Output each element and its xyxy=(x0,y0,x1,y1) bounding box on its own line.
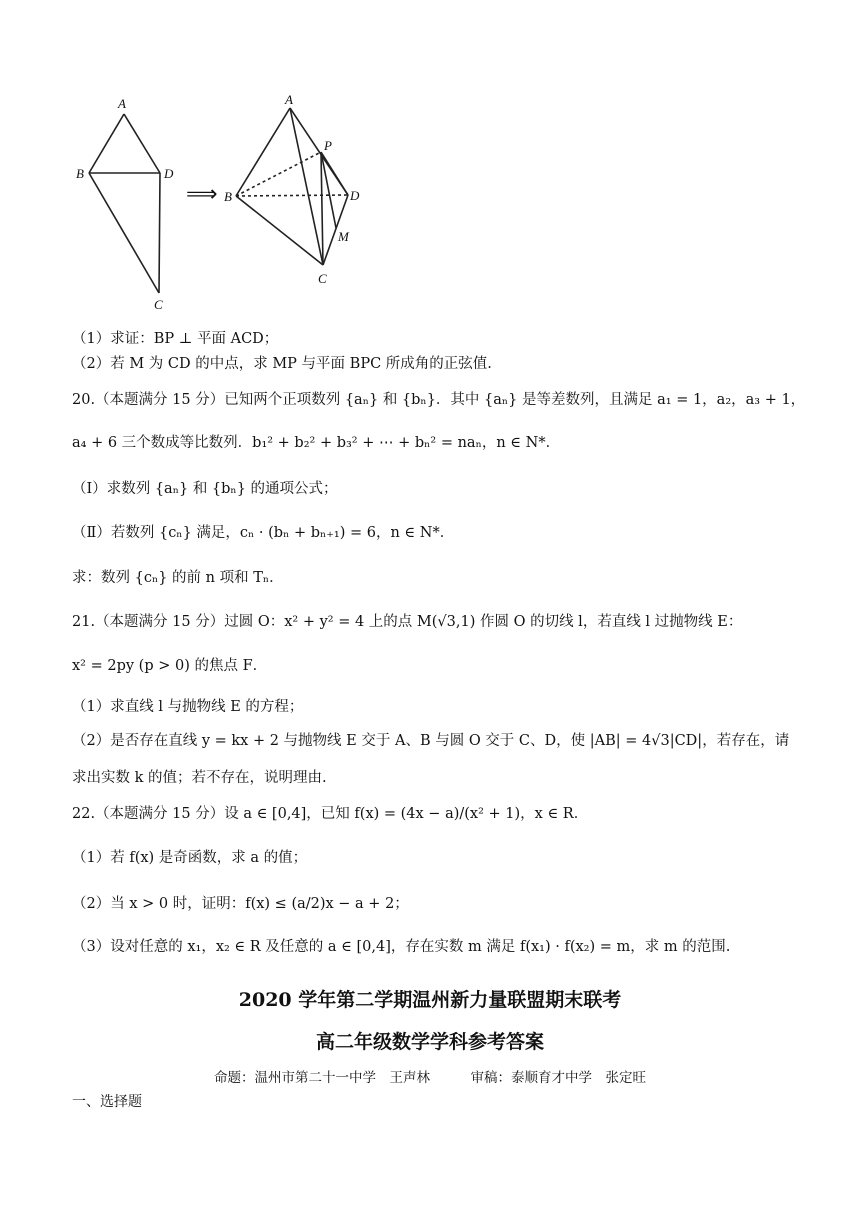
geometry-figure xyxy=(0,0,860,320)
label-A-right: A xyxy=(285,92,293,107)
q22-line4: （3）设对任意的 x₁，x₂ ∈ R 及任意的 a ∈ [0,4]，存在实数 m 满足 f(x₁) · f(x₂) = m，求 m 的范围. xyxy=(72,939,731,955)
fold-arrow: ⟹ xyxy=(186,181,218,206)
q21-line5: 求出实数 k 的值；若不存在，说明理由. xyxy=(72,770,327,786)
answer-title: 2020 学年第二学期温州新力量联盟期末联考 xyxy=(238,989,622,1011)
q22-line2: （1）若 f(x) 是奇函数，求 a 的值； xyxy=(72,850,308,866)
q20-line3: （Ⅰ）求数列 {aₙ} 和 {bₙ} 的通项公式； xyxy=(72,481,338,497)
q21-line3: （1）求直线 l 与抛物线 E 的方程； xyxy=(72,699,304,715)
label-M: M xyxy=(338,229,349,244)
q20-line2: a₄ + 6 三个数成等比数列．b₁² + b₂² + b₃² + ⋯ + bₙ² = naₙ，n ∈ N*． xyxy=(72,435,561,451)
q20-line4: （Ⅱ）若数列 {cₙ} 满足，cₙ · (bₙ + bₙ₊₁) = 6，n ∈ N*． xyxy=(72,525,455,541)
q20-line1: 20.（本题满分 15 分）已知两个正项数列 {aₙ} 和 {bₙ}．其中 {aₙ} 是等差数列，且满足 a₁ = 1，a₂，a₃ + 1， xyxy=(72,392,806,408)
q21-line2: x² = 2py (p > 0) 的焦点 F． xyxy=(72,658,268,674)
label-A-left: A xyxy=(118,96,126,111)
q21-line1: 21.（本题满分 15 分）过圆 O：x² + y² = 4 上的点 M(√3,1) 作圆 O 的切线 l，若直线 l 过抛物线 E： xyxy=(72,614,743,630)
folded-tetrahedron xyxy=(236,108,348,265)
answer-credits: 命题：温州市第二十一中学 王声林 审稿：泰顺育才中学 张定旺 xyxy=(214,1070,646,1086)
label-P: P xyxy=(324,138,332,153)
label-C-left: C xyxy=(154,297,163,312)
q20-line5: 求：数列 {cₙ} 的前 n 项和 Tₙ． xyxy=(72,570,284,586)
label-B-right: B xyxy=(224,189,232,204)
section-heading: 一、选择题 xyxy=(72,1094,142,1110)
q21-line4: （2）是否存在直线 y = kx + 2 与抛物线 E 交于 A、B 与圆 O 交于 C、D，使 |AB| = 4√3|CD|，若存在，请 xyxy=(72,733,790,749)
q22-line3: （2）当 x > 0 时，证明：f(x) ≤ (a/2)x − a + 2； xyxy=(72,896,409,912)
q19-part1: （1）求证：BP ⊥ 平面 ACD； xyxy=(72,331,279,347)
label-D-right: D xyxy=(350,188,360,203)
q22-line1: 22.（本题满分 15 分）设 a ∈ [0,4]，已知 f(x) = (4x − a)/(x² + 1)，x ∈ R． xyxy=(72,806,589,822)
q19-part2: （2）若 M 为 CD 的中点，求 MP 与平面 BPC 所成角的正弦值. xyxy=(72,356,492,372)
label-B-left: B xyxy=(76,166,84,181)
label-D-left: D xyxy=(164,166,174,181)
label-C-right: C xyxy=(318,271,327,286)
answer-subtitle: 高二年级数学学科参考答案 xyxy=(315,1031,544,1053)
flat-quadrilateral xyxy=(89,114,160,293)
